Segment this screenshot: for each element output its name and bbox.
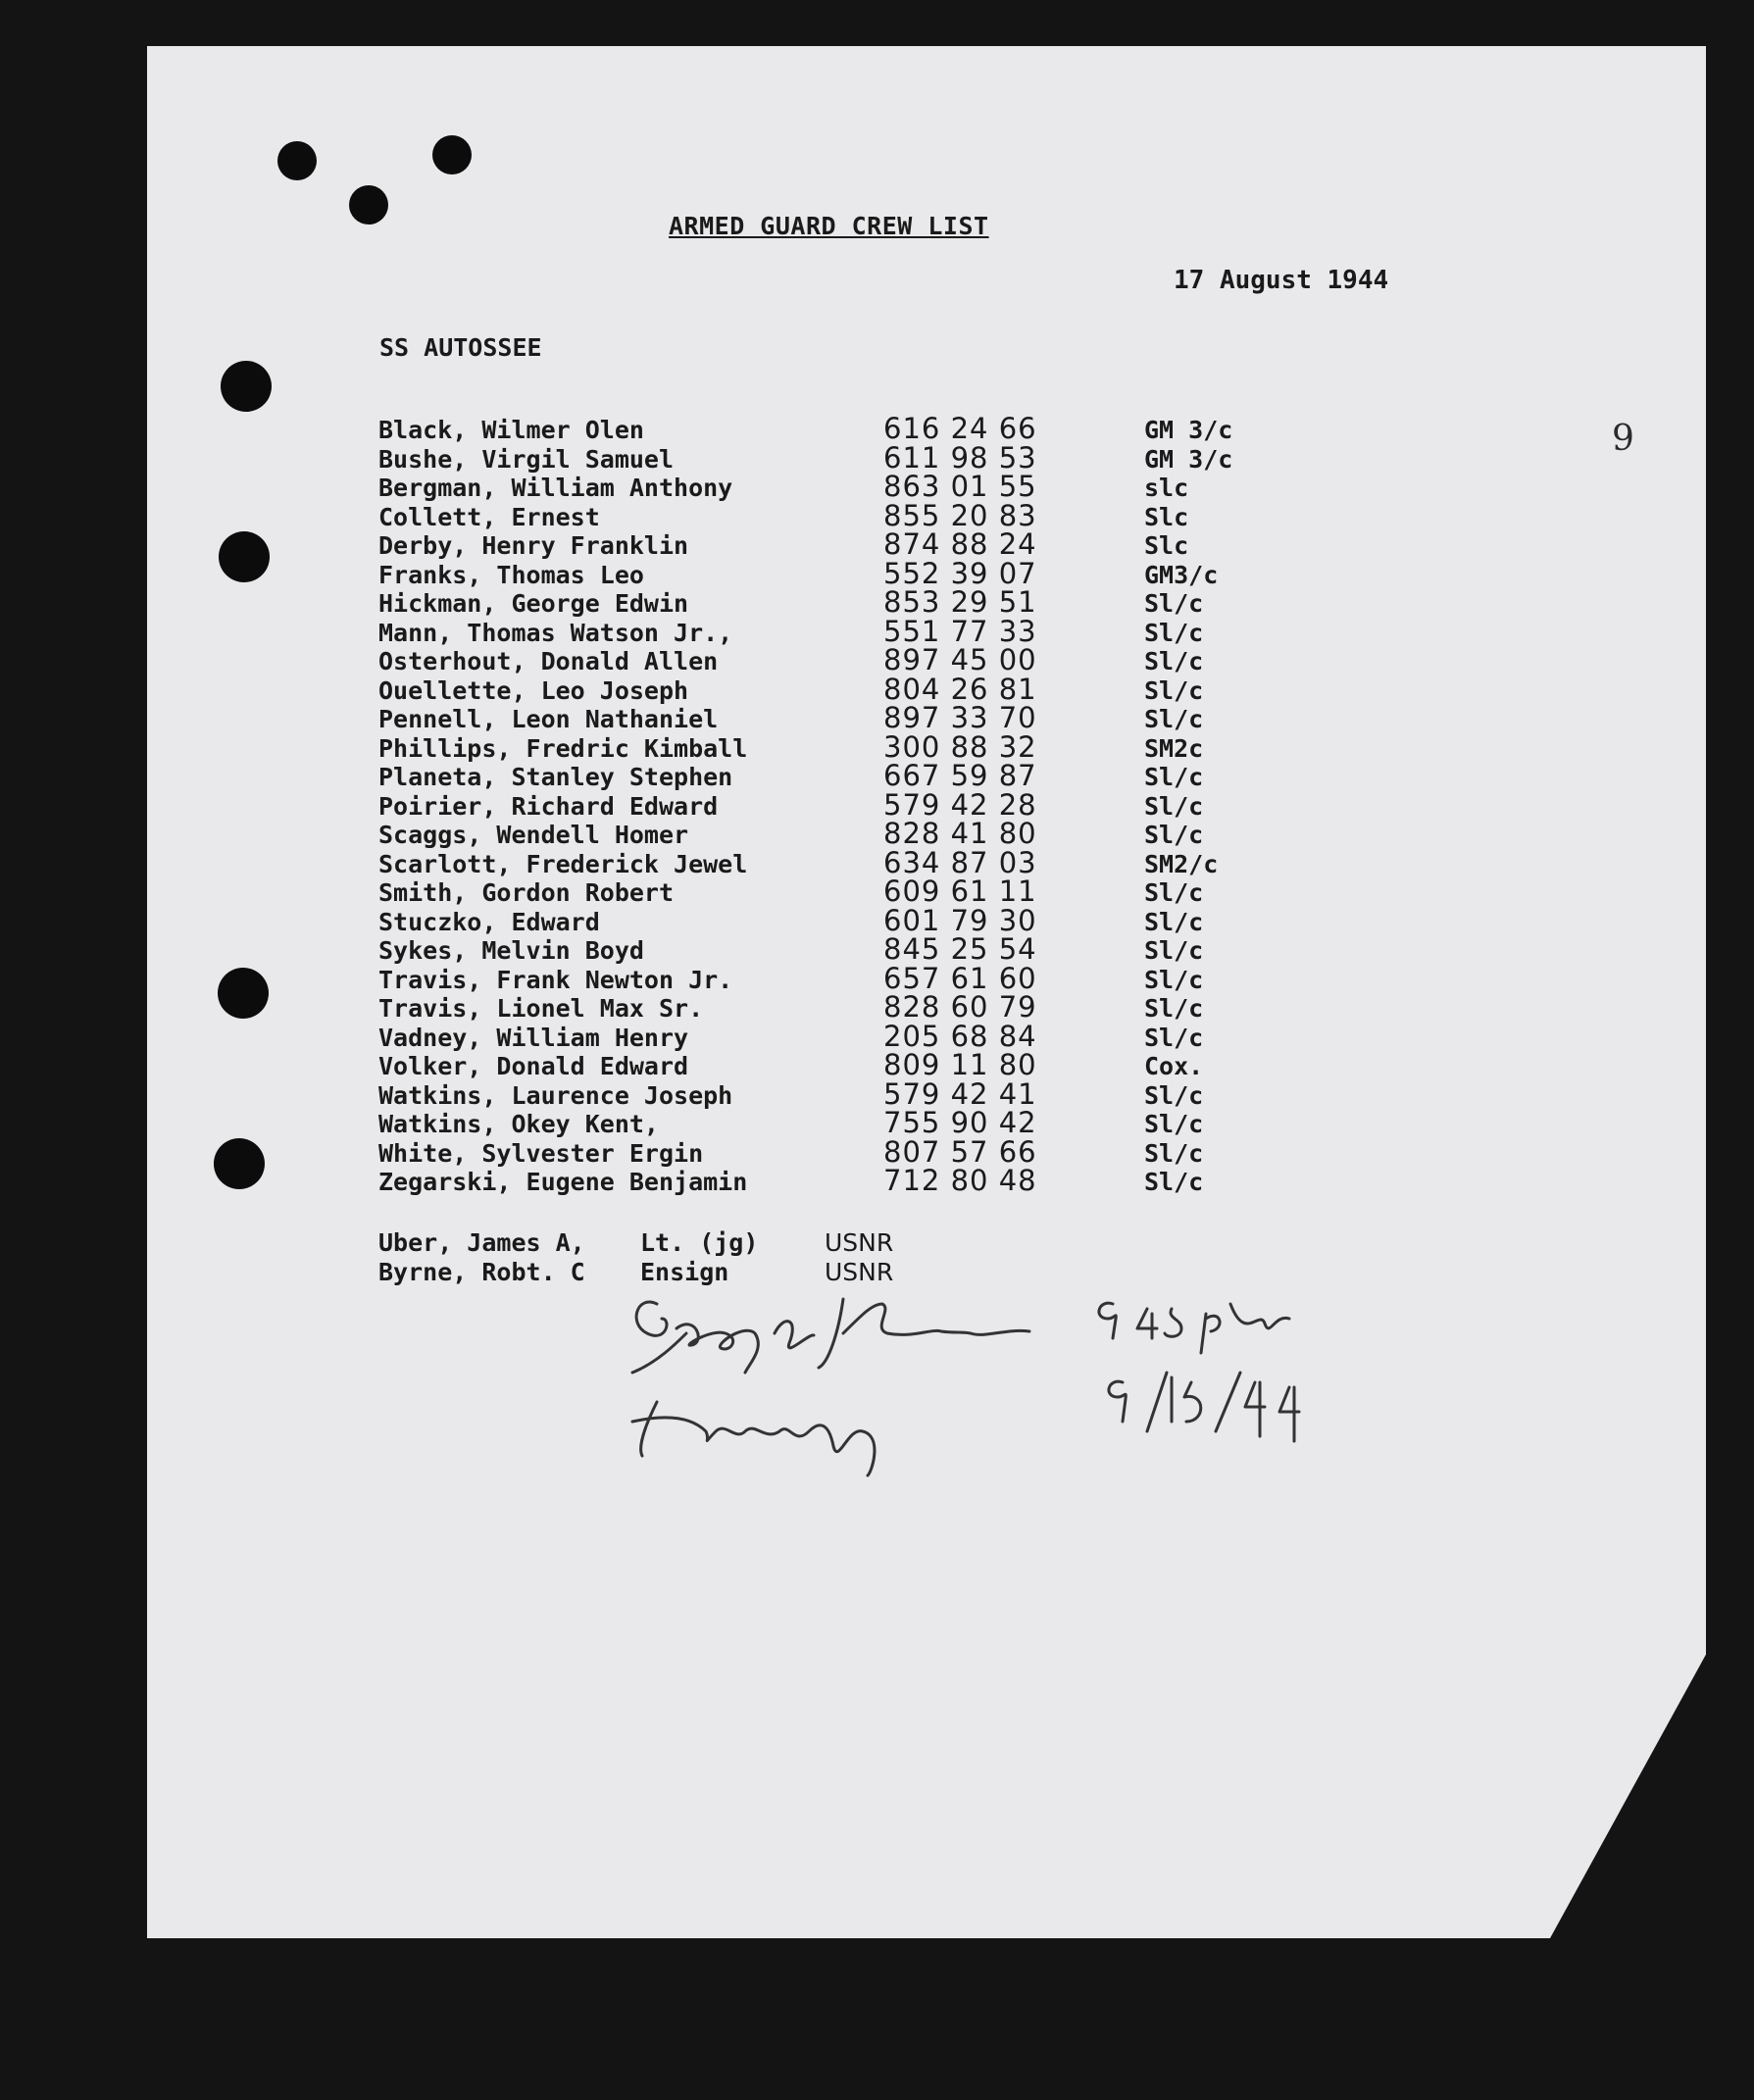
service-number: 657 61 60: [883, 961, 1037, 995]
crew-rate: Cox.: [1144, 1052, 1204, 1080]
crew-row: [378, 1076, 1261, 1111]
crew-row: [378, 556, 1261, 590]
service-number: 552 39 07: [883, 556, 1037, 590]
crew-row: [378, 440, 1261, 475]
crew-name: Derby, Henry Franklin: [378, 531, 689, 560]
crew-row: [378, 990, 1261, 1024]
punch-hole: [218, 968, 269, 1019]
crew-rate: Sl/c: [1144, 936, 1204, 965]
service-number: 863 01 55: [883, 470, 1037, 503]
crew-rate: Sl/c: [1144, 647, 1204, 675]
crew-rate: Sl/c: [1144, 618, 1204, 647]
officer-branch: USNR: [825, 1228, 894, 1257]
service-number: 712 80 48: [883, 1164, 1037, 1197]
service-number: 634 87 03: [883, 845, 1037, 879]
crew-row: [378, 903, 1261, 937]
date-stroke: [1216, 1373, 1299, 1441]
crew-row: [378, 729, 1261, 764]
crew-rate: GM 3/c: [1144, 416, 1233, 444]
service-number: 828 60 79: [883, 990, 1037, 1024]
handwritten-signature: [618, 1275, 1343, 1480]
crew-name: Scaggs, Wendell Homer: [378, 821, 689, 849]
crew-name: Bergman, William Anthony: [378, 474, 733, 502]
crew-rate: Sl/c: [1144, 675, 1204, 705]
service-number: 853 29 51: [883, 585, 1037, 619]
crew-name: Travis, Frank Newton Jr.: [378, 965, 733, 994]
officer-name: Byrne, Robt. C: [378, 1258, 585, 1286]
crew-name: Osterhout, Donald Allen: [378, 647, 719, 675]
service-number: 616 24 66: [883, 412, 1037, 445]
crew-name: White, Sylvester Ergin: [378, 1138, 704, 1168]
service-number: 897 33 70: [883, 701, 1037, 734]
crew-rate: Sl/c: [1144, 878, 1204, 907]
crew-name: Black, Wilmer Olen: [378, 416, 644, 444]
crew-rate: Sl/c: [1144, 821, 1204, 849]
crew-row: [378, 1134, 1261, 1169]
crew-row: [378, 527, 1261, 561]
crew-name: Smith, Gordon Robert: [378, 878, 675, 907]
crew-row: [378, 1106, 1261, 1139]
crew-name: Zegarski, Eugene Benjamin: [378, 1168, 748, 1196]
crew-row: [378, 817, 1261, 850]
crew-name: Ouellette, Leo Joseph: [378, 675, 689, 705]
crew-row: [378, 932, 1261, 966]
service-number: 601 79 30: [883, 903, 1037, 937]
crew-rate: Sl/c: [1144, 589, 1204, 618]
service-number: 667 59 87: [883, 759, 1037, 792]
ship-name: SS AUTOSSEE: [379, 333, 542, 362]
crew-rate: Sl/c: [1144, 1023, 1204, 1052]
crew-rate: SM2c: [1144, 733, 1204, 763]
crew-name: Volker, Donald Edward: [378, 1052, 689, 1080]
crew-name: Planeta, Stanley Stephen: [378, 763, 733, 791]
crew-row: [378, 585, 1261, 619]
punch-hole: [214, 1138, 265, 1189]
crew-name: Travis, Lionel Max Sr.: [378, 994, 704, 1023]
crew-rate: GM3/c: [1144, 560, 1219, 589]
date-stroke: [1147, 1373, 1201, 1431]
service-number: 755 90 42: [883, 1106, 1037, 1139]
crew-rate: Sl/c: [1144, 965, 1204, 994]
crew-row: [378, 672, 1261, 706]
crew-row: [378, 498, 1261, 532]
crew-row: [378, 701, 1261, 734]
service-number: 828 41 80: [883, 817, 1037, 850]
time-stroke: [1137, 1309, 1181, 1338]
crew-rate: GM 3/c: [1144, 444, 1233, 474]
signature-stroke: [677, 1325, 758, 1373]
punch-hole: [349, 185, 388, 225]
crew-name: Watkins, Laurence Joseph: [378, 1080, 733, 1110]
service-number: 611 98 53: [883, 440, 1037, 475]
signature-stroke: [775, 1322, 814, 1348]
crew-name: Collett, Ernest: [378, 502, 600, 531]
officer-name: Uber, James A,: [378, 1228, 585, 1257]
crew-rate: Sl/c: [1144, 1110, 1204, 1138]
crew-name: Mann, Thomas Watson Jr.,: [378, 618, 733, 647]
crew-rate: SM2/c: [1144, 849, 1219, 878]
document-title: ARMED GUARD CREW LIST: [669, 212, 989, 240]
service-number: 874 88 24: [883, 527, 1037, 561]
service-number: 205 68 84: [883, 1019, 1037, 1053]
service-number: 845 25 54: [883, 932, 1037, 966]
date-stroke: [1109, 1381, 1126, 1422]
time-stroke: [1201, 1304, 1289, 1353]
service-number: 807 57 66: [883, 1134, 1037, 1169]
service-number: 609 61 11: [883, 875, 1037, 908]
signature-stroke: [632, 1402, 875, 1475]
crew-rate: Sl/c: [1144, 1168, 1204, 1196]
crew-row: [378, 470, 1261, 503]
crew-rate: slc: [1144, 474, 1189, 502]
crew-name: Poirier, Richard Edward: [378, 791, 719, 821]
page-number: 9: [1612, 419, 1634, 459]
punch-hole: [277, 141, 317, 180]
crew-name: Scarlott, Frederick Jewel: [378, 849, 748, 878]
crew-name: Pennell, Leon Nathaniel: [378, 705, 719, 733]
officer-rank: Ensign: [640, 1258, 729, 1286]
crew-rate: Sl/c: [1144, 994, 1204, 1023]
crew-name: Stuczko, Edward: [378, 907, 600, 936]
crew-row: [378, 961, 1261, 995]
crew-rate: Sl/c: [1144, 1138, 1204, 1168]
crew-row: [378, 1019, 1261, 1053]
crew-row: [378, 875, 1261, 908]
punch-hole: [219, 531, 270, 582]
crew-row: [378, 643, 1261, 676]
crew-rate: Sl/c: [1144, 763, 1204, 791]
service-number: 300 88 32: [883, 729, 1037, 764]
crew-row: [378, 1164, 1261, 1197]
crew-name: Vadney, William Henry: [378, 1023, 689, 1052]
crew-name: Franks, Thomas Leo: [378, 560, 644, 589]
crew-row: [378, 759, 1261, 792]
crew-row: [378, 845, 1261, 879]
crew-row: [378, 787, 1261, 822]
crew-rate: Sl/c: [1144, 705, 1204, 733]
document-date: 17 August 1944: [1174, 266, 1389, 295]
service-number: 579 42 28: [883, 787, 1037, 822]
service-number: 551 77 33: [883, 614, 1037, 648]
crew-name: Hickman, George Edwin: [378, 589, 689, 618]
crew-rate: Slc: [1144, 502, 1189, 531]
officer-rank: Lt. (jg): [640, 1228, 759, 1257]
crew-name: Phillips, Fredric Kimball: [378, 733, 748, 763]
time-stroke: [1099, 1303, 1116, 1338]
crew-row: [378, 614, 1261, 648]
crew-rate: Sl/c: [1144, 907, 1204, 936]
crew-row: [378, 412, 1261, 445]
service-number: 804 26 81: [883, 672, 1037, 706]
signature-stroke: [632, 1302, 686, 1373]
service-number: 579 42 41: [883, 1076, 1037, 1111]
crew-name: Sykes, Melvin Boyd: [378, 936, 644, 965]
service-number: 855 20 83: [883, 498, 1037, 532]
service-number: 897 45 00: [883, 643, 1037, 676]
crew-name: Watkins, Okey Kent,: [378, 1110, 659, 1138]
officer-branch: USNR: [825, 1258, 894, 1286]
punch-hole: [432, 135, 472, 175]
crew-name: Bushe, Virgil Samuel: [378, 444, 675, 474]
punch-hole: [221, 361, 272, 412]
crew-rate: Slc: [1144, 531, 1189, 560]
crew-roster: [378, 412, 1261, 1197]
crew-row: [378, 1048, 1261, 1081]
crew-rate: Sl/c: [1144, 1080, 1204, 1110]
signature-stroke: [819, 1299, 1029, 1368]
service-number: 809 11 80: [883, 1048, 1037, 1081]
crew-rate: Sl/c: [1144, 791, 1204, 821]
